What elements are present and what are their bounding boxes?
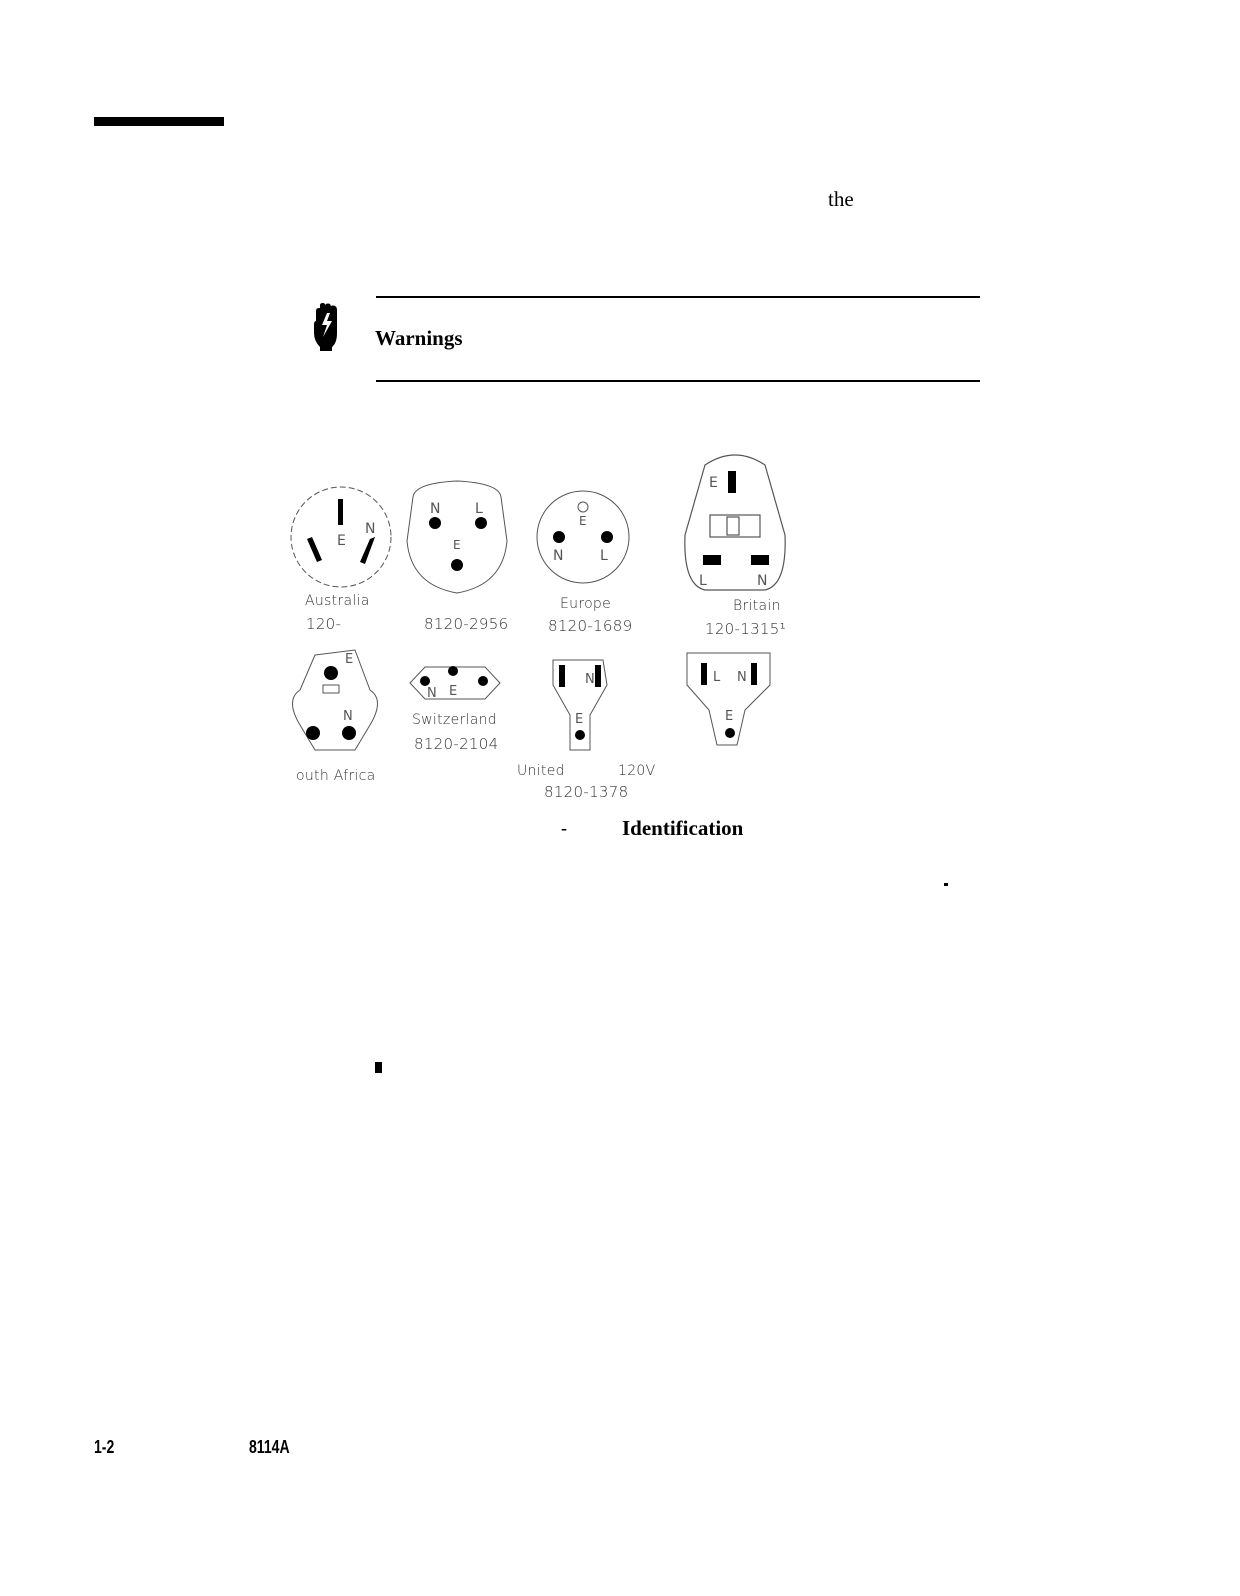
- figure-caption-dash: -: [561, 818, 567, 838]
- plug-unlabeled-drawing: [687, 653, 770, 745]
- svg-text:E: E: [709, 475, 718, 491]
- svg-text:N: N: [757, 573, 768, 589]
- svg-text:L: L: [475, 501, 483, 517]
- svg-text:L: L: [699, 573, 707, 589]
- plug-part-switzerland: 8120-2104: [414, 735, 499, 753]
- plug-caption-united: United: [517, 763, 565, 779]
- stray-mark: [944, 883, 948, 886]
- warnings-heading: Warnings: [375, 326, 463, 350]
- plug-britain-drawing: [685, 455, 785, 590]
- plug-caption-britain: Britain: [733, 598, 781, 614]
- plug-part-australia: 120-: [306, 615, 342, 633]
- plug-caption-south-africa: outh Africa: [296, 768, 376, 784]
- footer-model: 8114A: [249, 1437, 290, 1457]
- warning-hand-icon: [312, 303, 340, 358]
- svg-text:N: N: [430, 501, 441, 517]
- plug-south-africa-drawing: [293, 650, 378, 750]
- svg-text:N: N: [365, 521, 376, 537]
- body-text-fragment: the: [828, 187, 854, 211]
- svg-text:E: E: [725, 709, 734, 724]
- svg-text:E: E: [575, 712, 584, 727]
- figure-caption-title: Identification: [622, 816, 744, 840]
- svg-text:L: L: [600, 548, 608, 564]
- warning-rule-bottom: [376, 380, 980, 382]
- svg-text:N: N: [553, 548, 564, 564]
- svg-text:E: E: [345, 652, 354, 667]
- svg-text:E: E: [453, 538, 461, 552]
- bullet-mark: [375, 1062, 382, 1073]
- svg-text:N: N: [585, 672, 595, 687]
- footer-page-number: 1-2: [94, 1437, 115, 1457]
- svg-text:E: E: [337, 533, 346, 549]
- svg-text:E: E: [449, 684, 458, 699]
- plug-8120-2956-drawing: [407, 481, 507, 593]
- plug-caption-switzerland: Switzerland: [412, 712, 497, 728]
- plug-caption-120v: 120V: [618, 763, 656, 779]
- plug-part-europe: 8120-1689: [548, 617, 633, 635]
- plug-part-2956: 8120-2956: [424, 615, 509, 633]
- plug-part-united: 8120-1378: [544, 783, 629, 801]
- plug-caption-australia: Australia: [305, 593, 370, 609]
- warning-rule-top: [376, 296, 980, 298]
- plug-part-britain: 120-1315¹: [705, 620, 786, 638]
- plug-australia-drawing: [291, 487, 391, 587]
- plug-europe-drawing: [537, 491, 629, 583]
- plug-switzerland-drawing: [410, 666, 500, 701]
- section-rule: [94, 117, 224, 126]
- svg-text:N: N: [427, 686, 437, 701]
- svg-text:N: N: [737, 670, 747, 685]
- svg-text:N: N: [343, 709, 353, 724]
- svg-text:L: L: [713, 670, 721, 685]
- plug-caption-europe: Europe: [560, 596, 612, 612]
- svg-text:E: E: [579, 514, 587, 528]
- plug-united-states-drawing: [553, 660, 607, 750]
